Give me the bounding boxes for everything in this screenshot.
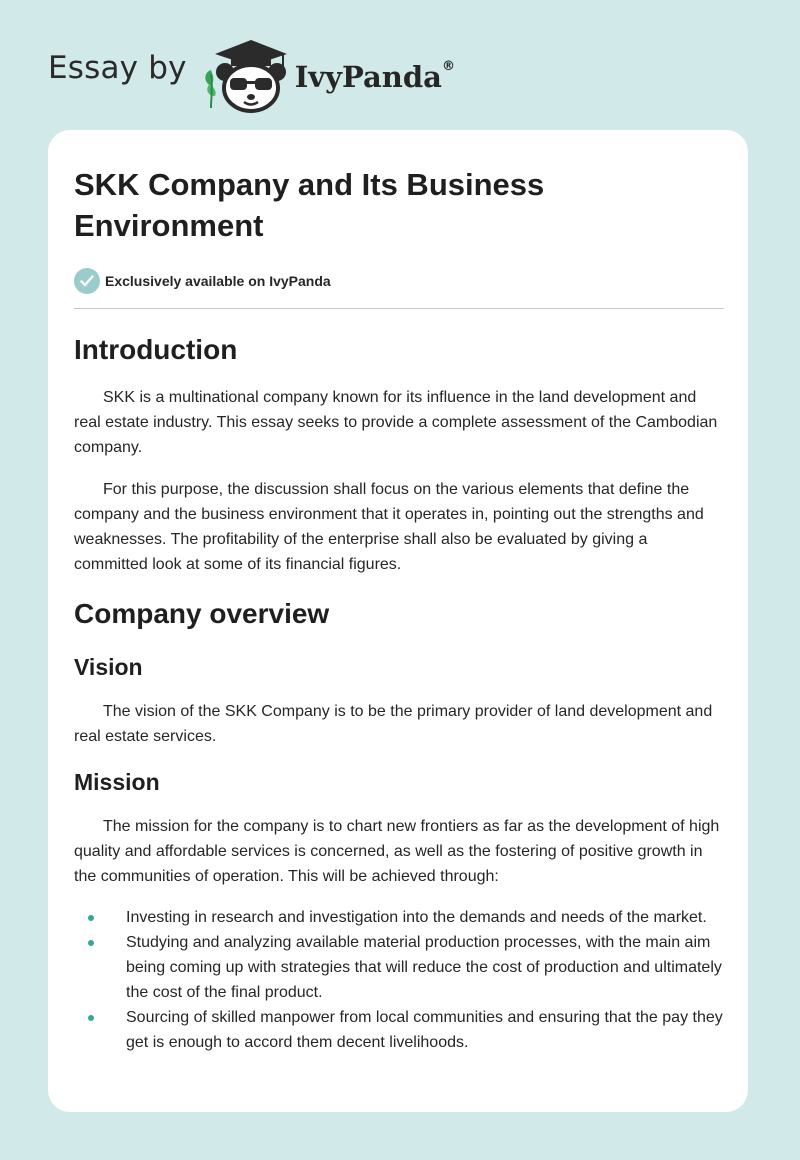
intro-paragraph-1: SKK is a multinational company known for its influence in the land development and real estate industry. This essay seeks to provide a complete assessment of the Cambodian company.: [74, 389, 718, 456]
essay-card: [48, 130, 748, 1112]
essay-by-label: Essay by: [48, 50, 187, 86]
intro-paragraph-2: For this purpose, the discussion shall focus on the various elements that define the company and the business environment that it operates in, pointing out the strengths and weaknesses. The profitability of the enterprise shall also be evaluated by giving a committed look at some of its financial figures.: [74, 481, 704, 573]
bullet-icon: [88, 940, 94, 946]
site-header: [48, 34, 455, 114]
list-item: Sourcing of skilled manpower from local communities and ensuring that the pay they get is enough to accord them decent livelihoods.: [74, 1005, 724, 1055]
exclusive-badge: [74, 268, 724, 294]
brand-name[interactable]: IvyPanda®: [294, 59, 455, 94]
essay-title: SKK Company and Its Business Environment: [74, 167, 545, 243]
heading-vision: Vision: [74, 654, 143, 680]
vision-paragraph: The vision of the SKK Company is to be the primary provider of land development and real estate services.: [74, 703, 713, 745]
bullet-icon: [88, 1015, 94, 1021]
mission-list: [74, 905, 724, 1055]
exclusive-text: Exclusively available on IvyPanda: [105, 273, 331, 289]
essay-content: [74, 164, 724, 1055]
bullet-icon: [88, 915, 94, 921]
heading-introduction: Introduction: [74, 334, 238, 365]
mission-paragraph: The mission for the company is to chart new frontiers as far as the development of high quality and affordable services is concerned, as well as the fostering of positive growth in the communities of operation. This will be achieved through:: [74, 818, 720, 885]
registered-mark: ®: [441, 59, 455, 75]
heading-company-overview: Company overview: [74, 598, 330, 629]
list-item: Studying and analyzing available material production processes, with the main aim being coming up with strategies that will reduce the cost of production and ultimately the cost of the final product.: [74, 930, 724, 1005]
divider: [74, 308, 724, 309]
list-item: Investing in research and investigation into the demands and needs of the market.: [74, 905, 724, 930]
check-icon: [74, 268, 100, 294]
panda-graduate-icon[interactable]: [201, 38, 291, 114]
heading-mission: Mission: [74, 769, 160, 795]
